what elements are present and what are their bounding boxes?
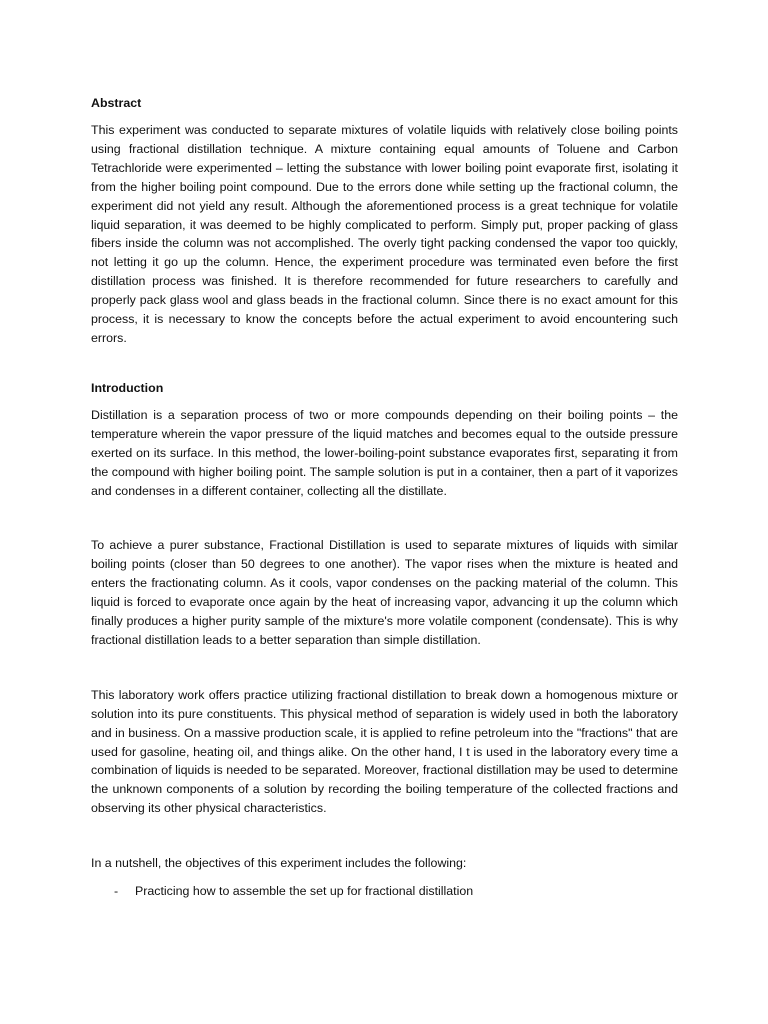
list-marker: - (114, 884, 119, 899)
introduction-paragraph-2: To achieve a purer substance, Fractional Distillation is used to separate mixtures of liquids with similar boiling points (closer than 50 degrees to one another). The vapor rises when the mixture is heated and enters the fractionating column. As it cools, vapor condenses on the packing material of the column. This liquid is forced to evaporate once again by the heat of increasing vapor, advancing it up the column which finally produces a higher purity sample of the mixture's more volatile component (condensate). This is why fractional distillation leads to a better separation than simple distillation. (91, 538, 678, 647)
objective-list-item (91, 882, 678, 901)
abstract-heading: Abstract (91, 96, 142, 110)
objective-text: Practicing how to assemble the set up for fractional distillation (135, 884, 474, 899)
paragraph-spacer (91, 818, 678, 854)
introduction-paragraph-3: This laboratory work offers practice utilizing fractional distillation to break down a homogenous mixture or solution into its pure constituents. This physical method of separation is widely used in both the laboratory and in business. On a massive production scale, it is applied to refine petroleum into the "fractions" that are used for gasoline, heating oil, and things alike. On the other hand, I t is used in the laboratory every time a combination of liquids is needed to be separated. Moreover, fractional distillation may be used to determine the unknown components of a solution by recording the boiling temperature of the collected fractions and observing its other physical characteristics. (91, 687, 678, 816)
paragraph-spacer (91, 650, 678, 686)
introduction-heading: Introduction (91, 380, 164, 395)
introduction-paragraph-1: Distillation is a separation process of two or more compounds depending on their boiling points – the temperature wherein the vapor pressure of the liquid matches and becomes equal to the outside pressure exerted on its surface. In this method, the lower-boiling-point substance evaporates first, separating it from the compound with higher boiling point. The sample solution is put in a container, then a part of it vaporizes and condenses in a different container, collecting all the distillate. (91, 407, 678, 498)
section-spacer (91, 348, 678, 379)
paragraph-spacer (91, 500, 678, 536)
document-page (91, 94, 678, 901)
abstract-paragraph: This experiment was conducted to separate mixtures of volatile liquids with relatively close boiling points using fractional distillation technique. A mixture containing equal amounts of Toluene and Carbon Tetrachloride were experimented – letting the substance with lower boiling point evaporate first, isolating it from the higher boiling point compound. Due to the errors done while setting up the fractional column, the experiment did not yield any result. Although the aforementioned process is a great technique for volatile liquid separation, it was deemed to be highly complicated to perform. Simply put, proper packing of glass fibers inside the column was not accomplished. The overly tight packing condensed the vapor too quickly, not letting it go up the column. Hence, the experiment procedure was terminated even before the first distillation process was finished. It is therefore recommended for future researchers to carefully and properly pack glass wool and glass beads in the fractional column. Since there is no exact amount for this process, it is necessary to know the concepts before the actual experiment to avoid encountering such errors. (91, 123, 678, 345)
objectives-lead: In a nutshell, the objectives of this experiment includes the following: (91, 856, 467, 871)
